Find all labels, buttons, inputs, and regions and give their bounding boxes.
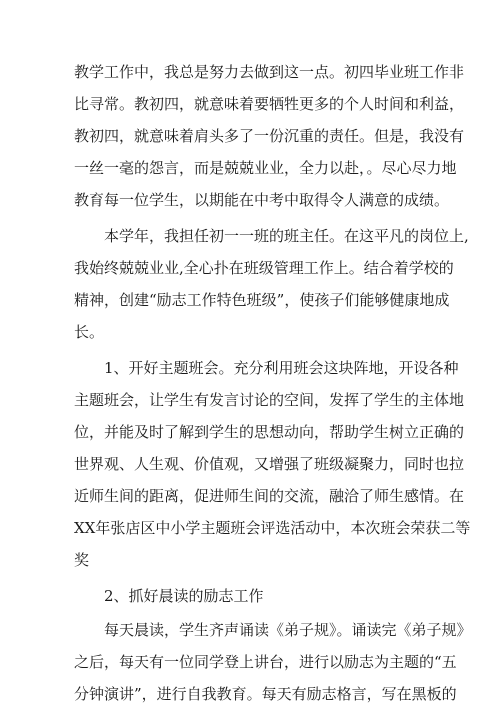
text-line: 奖	[74, 551, 90, 569]
section-heading: 2、抓好晨读的励志工作	[104, 587, 264, 605]
text-line: 精神，创建“励志工作特色班级”，使孩子们能够健康地成	[74, 291, 450, 309]
text-line: 教学工作中，我总是努力去做到这一点。初四毕业班工作非	[74, 63, 465, 81]
text-line: 之后，每天有一位同学登上讲台，进行以励志为主题的“五	[74, 653, 457, 671]
text-line: 位，并能及时了解到学生的思想动向，帮助学生树立正确的	[74, 423, 465, 441]
text-line: 世界观、人生观、价值观，又增强了班级凝聚力，同时也拉	[74, 455, 465, 473]
text-line: 分钟演讲”，进行自我教育。每天有励志格言，写在黑板的	[74, 685, 457, 703]
text-line: 近师生间的距离，促进师生间的交流，融洽了师生感情。在	[74, 487, 465, 505]
text-line: 一丝一毫的怨言，而是兢兢业业，全力以赴，。尽心尽力地	[74, 159, 457, 177]
paragraph-first-line: 本学年，我担任初一一班的班主任。在这平凡的岗位上,	[104, 227, 469, 245]
text-line: 长。	[74, 323, 105, 341]
text-line: XX年张店区中小学主题班会评选活动中，本次班会荣获二等	[74, 519, 471, 537]
text-line: 比寻常。教初四，就意味着要牺牲更多的个人时间和利益，	[74, 95, 465, 113]
paragraph-first-line: 1、开好主题班会。充分利用班会这块阵地，开设各种	[104, 359, 459, 377]
text-line: 教初四，就意味着肩头多了一份沉重的责任。但是，我没有	[74, 127, 465, 145]
text-line: 我始终兢兢业业,全心扑在班级管理工作上。结合着学校的	[74, 259, 454, 277]
text-line: 主题班会，让学生有发言讨论的空间，发挥了学生的主体地	[74, 391, 465, 409]
paragraph-first-line: 每天晨读，学生齐声诵读《弟子规》。诵读完《弟子规》	[104, 621, 472, 639]
text-line: 教育每一位学生，以期能在中考中取得令人满意的成绩。	[74, 191, 450, 209]
